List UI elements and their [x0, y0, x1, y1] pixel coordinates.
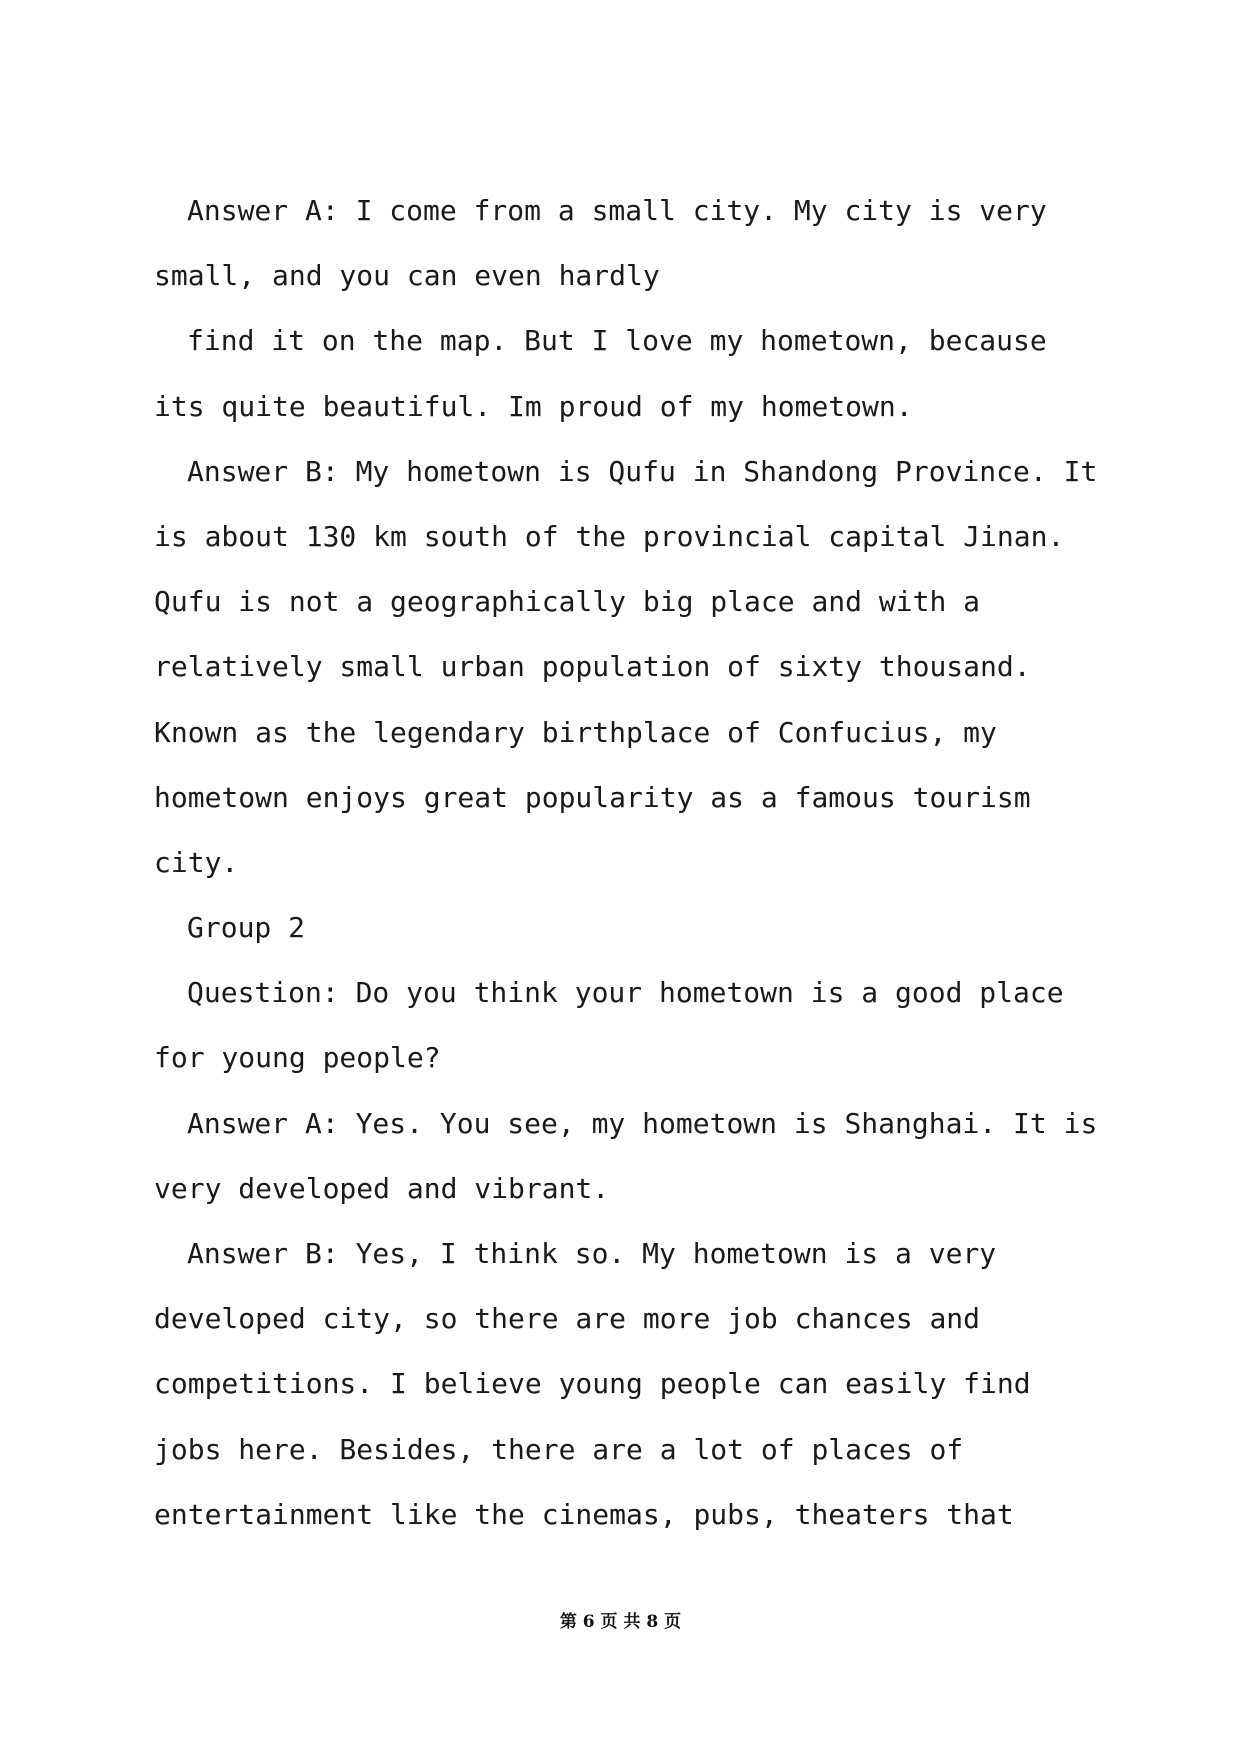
text-line: its quite beautiful. Im proud of my hometown.	[154, 389, 913, 423]
text-line: entertainment like the cinemas, pubs, theaters that	[154, 1497, 1014, 1531]
document-body	[154, 178, 1098, 1547]
text-line: Answer B: Yes, I think so. My hometown is a very	[187, 1237, 997, 1270]
text-line: competitions. I believe young people can easily find	[154, 1367, 1031, 1401]
text-line: small, and you can even hardly	[154, 259, 660, 293]
text-line: Answer A: Yes. You see, my hometown is Shanghai. It is	[187, 1106, 1098, 1140]
text-line: developed city, so there are more job chances and	[154, 1302, 981, 1336]
group-heading: Group 2	[187, 911, 306, 945]
text-line: jobs here. Besides, there are a lot of places of	[154, 1432, 964, 1466]
question-line: Question: Do you think your hometown is a good place	[187, 976, 1064, 1010]
text-line: find it on the map. But I love my hometown, because	[187, 324, 1047, 358]
text-line: Known as the legendary birthplace of Confucius, my	[154, 715, 997, 749]
text-line: very developed and vibrant.	[154, 1171, 610, 1205]
page-number-footer: 第 6 页 共 8 页	[559, 1612, 682, 1632]
text-line: for young people?	[154, 1041, 441, 1075]
text-line: hometown enjoys great popularity as a famous tourism	[154, 780, 1031, 814]
text-line: Answer A: I come from a small city. My city is very	[187, 194, 1047, 227]
text-line: is about 130 km south of the provincial capital Jinan.	[154, 519, 1065, 553]
text-line: Answer B: My hometown is Qufu in Shandong Province. It	[187, 454, 1098, 488]
text-line: city.	[154, 845, 239, 879]
text-line: Qufu is not a geographically big place and with a	[154, 585, 981, 619]
text-line: relatively small urban population of sixty thousand.	[154, 650, 1031, 684]
